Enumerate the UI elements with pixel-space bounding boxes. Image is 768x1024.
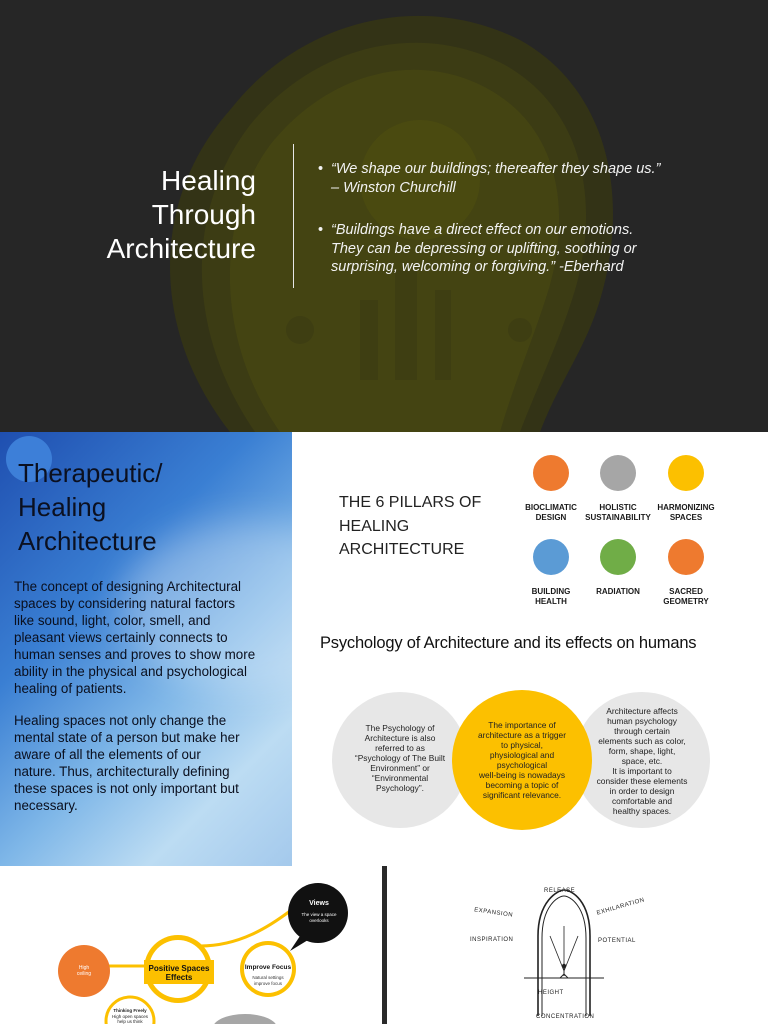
text-line: overlooks xyxy=(309,918,329,923)
venn-line: psychological xyxy=(496,760,548,770)
venn-line: Environment” or xyxy=(370,763,430,773)
label-line: HOLISTIC xyxy=(599,503,637,512)
quote-line: “Buildings have a direct effect on our emotions. xyxy=(331,222,634,238)
sketch-label-release: RELEASE xyxy=(544,888,576,894)
heading-line: ARCHITECTURE xyxy=(339,541,465,558)
sketch-label-exhilaration: EXHILARATION xyxy=(596,897,646,917)
text-line: nature. Thus, architecturally defining xyxy=(14,764,230,779)
label-line: SUSTAINABILITY xyxy=(585,513,651,522)
text-line: Positive Spaces xyxy=(148,964,210,973)
quote-line: surprising, welcoming or forgiving.” -Eberhard xyxy=(331,259,624,275)
slide-healing-through-architecture xyxy=(0,0,768,432)
venn-line: significant relevance. xyxy=(482,790,562,800)
quote-line: “We shape our buildings; thereafter they shape us.” xyxy=(331,161,661,177)
views-text xyxy=(294,912,344,924)
bullet: • xyxy=(318,222,324,238)
venn-line: through certain xyxy=(614,726,670,736)
sketch-label-expansion: EXPANSION xyxy=(473,907,514,919)
text-line: necessary. xyxy=(14,798,78,813)
venn-line: It is important to xyxy=(612,766,672,776)
sketch-label-height: HEIGHT xyxy=(538,990,564,996)
venn-line: “Psychology of The Built xyxy=(354,753,446,763)
venn-line: Psychology”. xyxy=(376,783,424,793)
text-line: High xyxy=(78,965,90,971)
text-line: healing of patients. xyxy=(14,681,127,696)
label-line: HARMONIZING xyxy=(657,503,715,512)
label-line: HEALTH xyxy=(535,597,567,606)
text-line: these spaces is not only important but xyxy=(14,781,239,796)
sketch-label-concentration: CONCENTRATION xyxy=(536,1014,595,1020)
title-line: Architecture xyxy=(18,526,157,556)
label-line: BUILDING xyxy=(531,587,571,596)
venn-line: elements such as color, xyxy=(598,736,686,746)
label-line: BIOCLIMATIC xyxy=(525,503,577,512)
text-line: like sound, light, color, smell, and xyxy=(14,613,211,628)
venn-line: “Environmental xyxy=(371,773,429,783)
slide2-title xyxy=(18,456,163,558)
text-line: mental state of a person but make her xyxy=(14,730,240,745)
paragraph-healing-spaces xyxy=(14,712,282,814)
slide1-title xyxy=(36,164,256,266)
label-line: GEOMETRY xyxy=(663,597,709,606)
quote-line: They can be depressing or uplifting, soothing or xyxy=(331,240,637,257)
text-line: The view a space xyxy=(301,912,337,917)
quote-line: – Winston Churchill xyxy=(331,179,456,196)
mindmap-diagram xyxy=(0,866,382,1024)
text-line: human senses and proves to show more xyxy=(14,647,256,662)
heading-line: HEALING xyxy=(339,517,410,535)
venn-line: The Psychology of xyxy=(365,723,435,733)
title-line: Architecture xyxy=(106,233,256,264)
psychology-subtitle: Psychology of Architecture and its effects on humans xyxy=(320,634,697,652)
venn-line: human psychology xyxy=(607,716,677,726)
text-line: Natural settings xyxy=(252,975,284,980)
title-line: Therapeutic/ xyxy=(18,458,163,488)
positive-spaces-label xyxy=(144,964,214,982)
pillar-dot-building-health xyxy=(533,539,569,575)
sketch-label-potential: POTENTIAL xyxy=(598,938,636,944)
text-line: help us think xyxy=(117,1019,143,1024)
pillar-dot-radiation xyxy=(600,539,636,575)
text-line: spaces by considering natural factors xyxy=(14,596,236,611)
venn-line: referred to as xyxy=(375,743,425,753)
pillar-dot-bioclimatic xyxy=(533,455,569,491)
text-line: Thinking Freely xyxy=(113,1008,147,1013)
venn-line: The importance of xyxy=(488,720,556,730)
text-line: aware of all the elements of our xyxy=(14,747,201,762)
paragraph-concept xyxy=(14,578,282,697)
venn-line: space, etc. xyxy=(621,756,663,766)
venn-text-left xyxy=(350,723,450,793)
heading-line: THE 6 PILLARS OF xyxy=(339,494,482,511)
improve-focus-title: Improve Focus xyxy=(244,964,292,971)
label-line: SPACES xyxy=(669,513,703,522)
high-ceiling-label xyxy=(66,965,102,977)
improve-focus-text xyxy=(244,975,292,987)
text-line: Effects xyxy=(165,973,193,982)
text-line: High open spaces xyxy=(111,1013,149,1019)
venn-line: consider these elements xyxy=(596,776,688,786)
quote-churchill xyxy=(318,160,691,197)
slide-separator-bar xyxy=(382,866,387,1024)
pillar-label xyxy=(643,587,729,607)
pillars-heading xyxy=(339,491,489,562)
venn-line: comfortable and xyxy=(611,796,673,806)
vertical-divider xyxy=(293,144,294,288)
text-line: Healing spaces not only change the xyxy=(14,713,227,728)
venn-line: becoming a topic of xyxy=(485,780,559,790)
quote-eberhard xyxy=(318,221,691,277)
views-title: Views xyxy=(309,900,329,907)
bullet: • xyxy=(318,161,324,177)
venn-line: to physical, xyxy=(501,740,543,750)
text-line: The concept of designing Architectural xyxy=(14,579,242,594)
venn-line: form, shape, light, xyxy=(608,746,676,756)
venn-text-center xyxy=(472,720,572,800)
venn-line: physiological and xyxy=(489,750,555,760)
sketch-label-inspiration: INSPIRATION xyxy=(470,937,514,943)
text-line: ceiling xyxy=(76,971,92,977)
venn-line: architecture as a trigger xyxy=(478,730,566,740)
title-line: Healing xyxy=(161,165,256,196)
title-line: Through xyxy=(151,199,256,230)
text-line: pleasant views certainly connects to xyxy=(14,630,228,645)
venn-line: Architecture is also xyxy=(364,733,436,743)
venn-line: well-being is nowadays xyxy=(478,770,566,780)
thinking-freely-label xyxy=(106,1008,154,1024)
doorway-sketch xyxy=(400,866,768,1024)
label-line: SACRED xyxy=(669,587,703,596)
pillar-label xyxy=(643,503,729,523)
text-line: ability in the physical and psychological xyxy=(14,664,247,679)
title-line: Healing xyxy=(18,492,107,522)
label-line: RADIATION xyxy=(596,587,640,596)
venn-line: healthy spaces. xyxy=(612,806,672,816)
pillar-dot-harmonizing xyxy=(668,455,704,491)
venn-line: in order to design xyxy=(609,786,675,796)
venn-line: Architecture affects xyxy=(606,706,678,716)
venn-text-right xyxy=(592,706,692,816)
pillar-dot-sacred-geometry xyxy=(668,539,704,575)
text-line: improve focus xyxy=(253,981,282,986)
label-line: DESIGN xyxy=(535,513,567,522)
pillar-dot-holistic xyxy=(600,455,636,491)
